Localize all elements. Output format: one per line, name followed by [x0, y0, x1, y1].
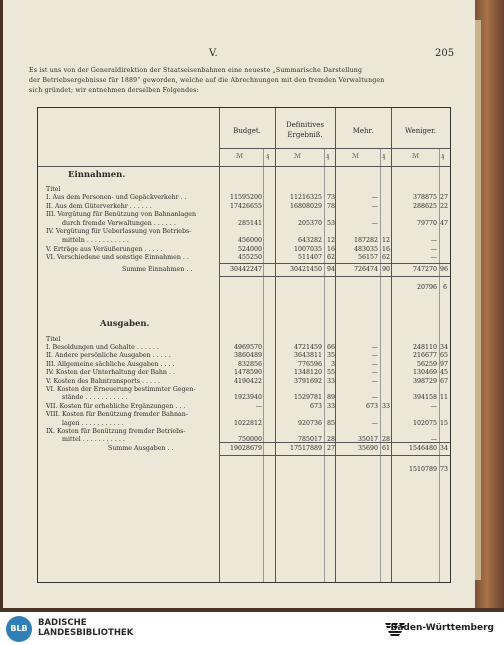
table-cell: 524000	[237, 245, 262, 253]
table-cell: 3791692	[293, 377, 322, 385]
table-row-label: II. Andere persönliche Ausgaben . . . . .	[46, 352, 171, 360]
intro-line: der Betriebsergebnisse für 1889“ geworden, welche auf die Abrechnungen mit den fremden Verwaltungen	[29, 77, 385, 84]
total-income-label: Summe Einnahmen . .	[122, 266, 193, 273]
total-expense-result: 17517889	[289, 445, 322, 452]
intro-line: sich gründet; wir entnehmen derselben Folgendes:	[29, 87, 199, 94]
total-expense-more-pf: 61	[381, 445, 390, 452]
table-cell: 34	[439, 344, 448, 351]
table-row-label: IV. Vergütung für Ueberlassung von Betriebs-	[46, 228, 192, 236]
section-heading-einnahmen: Einnahmen.	[68, 170, 126, 180]
unit-pf: ₰	[326, 152, 330, 160]
table-cell: 643282	[297, 237, 322, 244]
intro-line: Es ist uns von der Generaldirektion der Staatseisenbahnen eine neueste „Summarische Darstellung	[29, 67, 363, 74]
table-cell: 920736	[297, 419, 322, 427]
section-heading-ausgaben: Ausgaben.	[100, 319, 150, 329]
table-cell: 47	[439, 219, 448, 227]
table-cell: 28	[381, 436, 390, 444]
table-cell: 1478590	[233, 369, 262, 377]
table-cell: 456000	[237, 237, 262, 244]
table-cell: 776596	[297, 360, 322, 368]
total-expense-less: 1546480	[408, 445, 437, 452]
table-row-label: V. Kosten des Bahntransports . . . . .	[46, 377, 160, 385]
table-cell: —	[430, 237, 437, 244]
table-row-label: mitteln . . . . . . . . . . .	[62, 237, 129, 244]
total-income-budget: 30442247	[229, 266, 262, 273]
unit-mark: ℳ	[352, 152, 359, 160]
unit-mark: ℳ	[294, 152, 301, 160]
total-expense-label: Summe Ausgaben . .	[108, 445, 174, 452]
table-cell: 187282	[353, 237, 378, 244]
unit-pf: ₰	[266, 152, 270, 160]
table-cell: —	[430, 254, 437, 262]
table-cell: —	[430, 402, 437, 410]
table-cell: 248110	[412, 344, 437, 351]
table-cell: 62	[326, 254, 335, 262]
table-cell: —	[371, 219, 378, 227]
table-cell: 45	[439, 369, 448, 377]
unit-pf: ₰	[441, 152, 445, 160]
table-cell: 16	[326, 245, 335, 253]
table-cell: 56259	[416, 360, 437, 368]
book-edge-paper	[475, 20, 481, 580]
table-cell: 394158	[412, 394, 437, 402]
table-row-label: durch fremde Verwaltungen . . . . . .	[62, 219, 176, 227]
table-cell: 16808029	[289, 202, 322, 210]
total-expense-more: 35690	[357, 445, 378, 452]
library-name	[38, 618, 133, 638]
table-row-label: stände . . . . . . . . . . .	[62, 394, 128, 402]
section-number: V.	[209, 48, 218, 59]
income-difference-pf: 6	[442, 284, 447, 291]
table-row-label: V. Erträge aus Veräußerungen . . . . .	[46, 245, 163, 253]
table-cell: 785017	[297, 436, 322, 444]
results-table	[37, 107, 451, 583]
table-row-label: VI. Verschiedene und sonstige Einnahmen . .	[46, 254, 189, 262]
expense-difference: 1510789	[408, 466, 437, 473]
total-income-result: 30421450	[289, 266, 322, 273]
table-cell: 4721459	[293, 344, 322, 351]
table-row-label: II. Aus dem Güterverkehr . . . . . .	[46, 202, 152, 210]
table-cell: 1007035	[293, 245, 322, 253]
col-less: Weniger.	[405, 127, 436, 135]
table-row-label: I. Aus dem Personen- und Gepäckverkehr . .	[46, 194, 187, 201]
table-row-label: I. Besoldungen und Gehalte . . . . . .	[46, 344, 159, 351]
table-cell: 53	[326, 219, 335, 227]
intro-paragraph	[29, 66, 459, 96]
table-cell: 673	[365, 402, 378, 410]
table-cell: 3860489	[233, 352, 262, 360]
table-cell: —	[255, 402, 262, 410]
table-cell: 216677	[412, 352, 437, 360]
document-page	[3, 0, 475, 608]
table-cell: —	[371, 377, 378, 385]
table-cell: 33	[381, 402, 390, 410]
table-cell: —	[371, 194, 378, 201]
col-result	[275, 120, 335, 140]
table-cell: 89	[326, 394, 335, 402]
unit-mark: ℳ	[236, 152, 243, 160]
total-income-less: 747270	[412, 266, 437, 273]
table-cell: 28	[326, 436, 335, 444]
table-cell: 73	[326, 194, 335, 201]
table-cell: 11	[439, 394, 448, 402]
col-result-line: Definitives	[286, 121, 324, 129]
footer-bar	[0, 612, 504, 645]
blb-logo[interactable]: BLB	[6, 616, 32, 642]
table-cell: 11595200	[229, 194, 262, 201]
total-expense-budget: 19028679	[229, 445, 262, 452]
table-cell: 4969570	[233, 344, 262, 351]
table-row-label: VII. Kosten für erhebliche Ergänzungen . . .	[46, 402, 186, 410]
table-cell: 673	[309, 402, 322, 410]
table-cell: 33	[326, 377, 335, 385]
table-cell: 378875	[412, 194, 437, 201]
table-cell: 205370	[297, 219, 322, 227]
table-row-label: IV. Kosten der Unterhaltung der Bahn . .	[46, 369, 175, 377]
col-budget: Budget.	[233, 127, 261, 135]
table-cell: 1923940	[233, 394, 262, 402]
total-expense-result-pf: 27	[326, 445, 335, 452]
table-cell: 62	[381, 254, 390, 262]
table-cell: 17426655	[229, 202, 262, 210]
table-cell: 22	[439, 202, 448, 210]
table-cell: 56157	[357, 254, 378, 262]
page-number: 205	[435, 48, 455, 59]
table-cell: 3643811	[293, 352, 322, 360]
table-cell: —	[371, 352, 378, 360]
unit-mark: ℳ	[412, 152, 419, 160]
table-row-label: VI. Kosten der Erneuerung bestimmter Gegen-	[46, 386, 196, 393]
expense-difference-pf: 73	[439, 466, 448, 473]
col-result-line: Ergebniß.	[287, 131, 323, 139]
unit-pf: ₰	[382, 152, 386, 160]
table-cell: 11216325	[289, 194, 322, 201]
total-expense-less-pf: 34	[439, 445, 448, 452]
table-cell: 12	[326, 237, 335, 244]
total-income-less-pf: 96	[439, 266, 448, 273]
table-cell: —	[430, 245, 437, 253]
titel-label: Titel	[46, 186, 61, 193]
table-cell: 4190422	[233, 377, 262, 385]
table-cell: 12	[381, 237, 390, 244]
table-cell: 33	[326, 402, 335, 410]
table-cell: —	[371, 344, 378, 351]
table-cell: 35	[326, 352, 335, 360]
table-cell: —	[371, 394, 378, 402]
table-cell: 750000	[237, 436, 262, 444]
table-cell: 65	[439, 352, 448, 360]
table-row-label: mittel . . . . . . . . . . .	[62, 436, 125, 444]
state-name: Baden-Württemberg	[390, 623, 494, 633]
table-cell: 97	[439, 360, 448, 368]
table-cell: 66	[326, 344, 335, 351]
table-cell: —	[371, 369, 378, 377]
table-cell: 285141	[237, 219, 262, 227]
table-cell: 79770	[416, 219, 437, 227]
table-cell: 1022812	[233, 419, 262, 427]
table-cell: 1348120	[293, 369, 322, 377]
table-cell: 35017	[357, 436, 378, 444]
total-income-result-pf: 94	[326, 266, 335, 273]
table-cell: 130469	[412, 369, 437, 377]
table-cell: 102075	[412, 419, 437, 427]
table-row-label: III. Vergütung für Benützung von Bahnanlagen	[46, 211, 197, 219]
table-row-label: VIII. Kosten für Benützung fremder Bahnan-	[46, 411, 188, 419]
total-income-more: 726474	[353, 266, 378, 273]
table-cell: 3	[330, 360, 335, 368]
table-cell: —	[371, 202, 378, 210]
table-cell: 27	[439, 194, 448, 201]
table-cell: 55	[326, 369, 335, 377]
table-cell: 398729	[412, 377, 437, 385]
library-name-line: BADISCHE	[38, 618, 87, 628]
col-more: Mehr.	[352, 127, 374, 135]
table-cell: 67	[439, 377, 448, 385]
table-cell: 78	[326, 202, 335, 210]
table-cell: —	[371, 360, 378, 368]
table-cell: 15	[439, 419, 448, 427]
table-cell: 85	[326, 419, 335, 427]
table-cell: —	[371, 419, 378, 427]
table-cell: 455250	[237, 254, 262, 262]
table-row-label: III. Allgemeine sächliche Ausgaben . . . .	[46, 360, 175, 368]
table-row-label: lagen . . . . . . . . . . .	[62, 419, 124, 427]
table-cell: 16	[381, 245, 390, 253]
table-cell: 288625	[412, 202, 437, 210]
library-name-line: LANDESBIBLIOTHEK	[38, 628, 134, 638]
total-income-more-pf: 90	[381, 266, 390, 273]
table-cell: 483035	[353, 245, 378, 253]
table-cell: —	[430, 436, 437, 444]
table-row-label: IX. Kosten für Benützung fremder Betriebs-	[46, 428, 186, 435]
income-difference: 20796	[416, 284, 437, 291]
table-cell: 832856	[237, 360, 262, 368]
table-cell: 511407	[297, 254, 322, 262]
table-cell: 1529781	[293, 394, 322, 402]
titel-label: Titel	[46, 336, 61, 343]
